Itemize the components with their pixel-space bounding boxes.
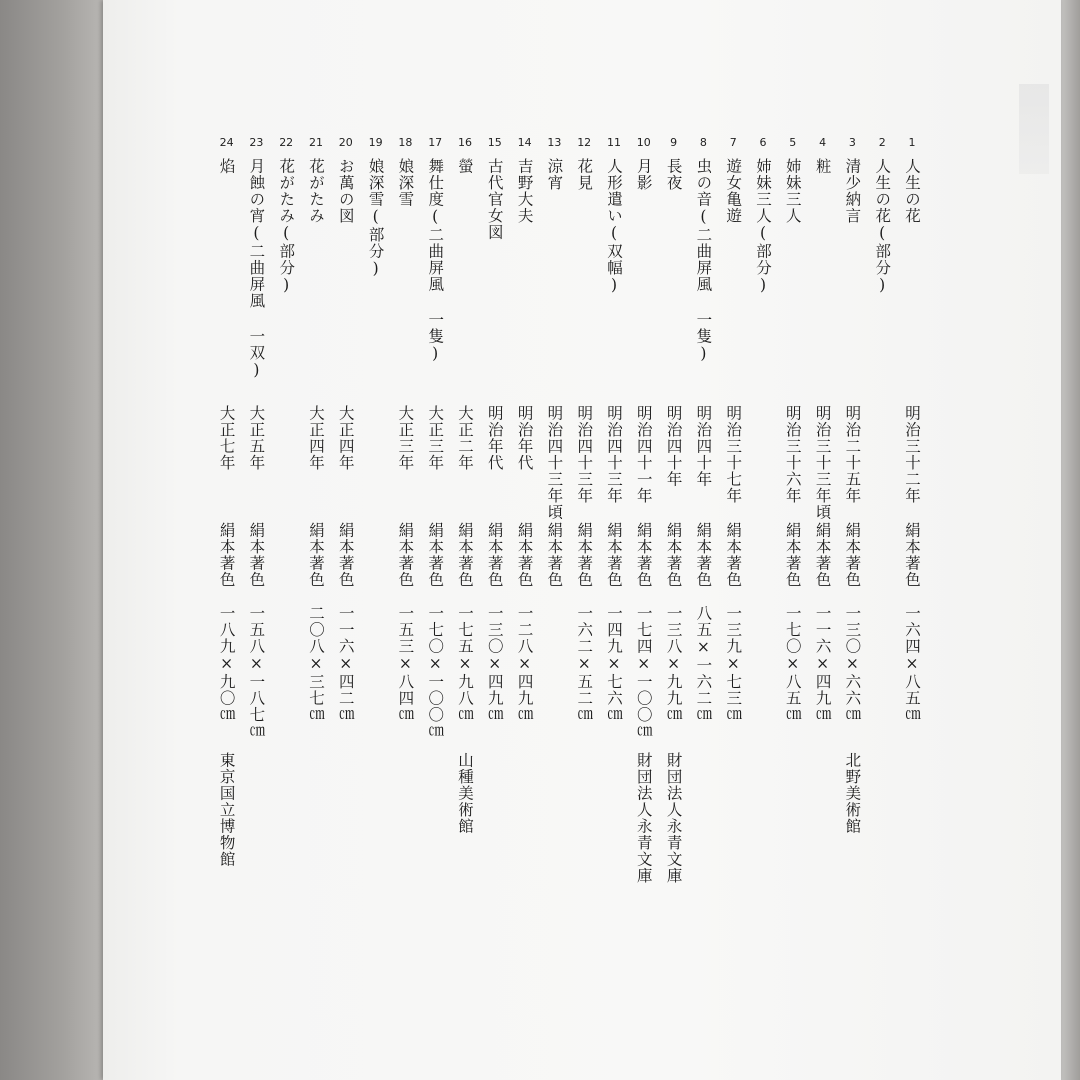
- plate-entry: [629, 0, 659, 1080]
- plate-number: 11: [607, 136, 621, 149]
- plate-title: 吉野大夫: [515, 158, 534, 224]
- plate-medium: 絹本著色: [456, 522, 474, 588]
- plate-size: 一六四×八五㎝: [903, 605, 921, 723]
- plate-title: 遊女亀遊: [724, 158, 743, 224]
- plate-entry: [390, 0, 420, 1080]
- plate-number: 10: [636, 136, 651, 149]
- plate-number: 14: [517, 136, 532, 149]
- plate-title: 月蝕の宵(二曲屏風 一双): [247, 158, 266, 380]
- plate-medium: 絹本著色: [694, 522, 713, 588]
- plate-size: 八五×一六二㎝: [694, 605, 713, 723]
- plate-number: 7: [729, 136, 737, 149]
- plate-title: 涼宵: [545, 158, 564, 191]
- plate-date: 明治四十年: [664, 405, 683, 488]
- plate-number: 16: [458, 136, 472, 149]
- plate-date: 明治二十五年: [843, 405, 862, 504]
- plate-number: 17: [428, 136, 443, 149]
- plate-number: 5: [789, 136, 797, 149]
- plate-title: 花がたみ(部分): [277, 158, 296, 295]
- plate-entry: [212, 0, 242, 1080]
- plate-number: 13: [547, 136, 562, 149]
- plate-entry: [778, 0, 808, 1080]
- plate-size: 二〇八×三七㎝: [307, 605, 325, 723]
- plate-number: 20: [338, 136, 353, 149]
- plate-size: 一七〇×八五㎝: [783, 605, 802, 723]
- plate-size: 一五八×一八七㎝: [247, 605, 266, 740]
- plate-medium: 絹本著色: [843, 522, 862, 588]
- plate-entry: [569, 0, 599, 1080]
- plate-date: 大正五年: [247, 405, 266, 471]
- plate-size: 一六二×五二㎝: [575, 605, 594, 723]
- plate-title: 舞仕度(二曲屏風 一隻): [426, 158, 445, 364]
- plate-date: 明治三十三年頃: [813, 405, 832, 521]
- plate-medium: 絹本著色: [605, 522, 623, 588]
- plate-entry: [867, 0, 897, 1080]
- plate-title: 螢: [456, 158, 474, 175]
- plate-number: 8: [699, 136, 707, 149]
- plate-size: 一三〇×六六㎝: [843, 605, 862, 723]
- plate-entry: [241, 0, 271, 1080]
- plate-entry: [480, 0, 510, 1080]
- plate-number: 4: [819, 136, 827, 149]
- plate-date: 明治三十七年: [724, 405, 743, 504]
- plate-number: 2: [878, 136, 886, 149]
- plate-entry: [897, 0, 927, 1080]
- plate-entry: [599, 0, 629, 1080]
- plate-title: お萬の図: [336, 158, 355, 224]
- plate-entry: [808, 0, 838, 1080]
- plate-date: 大正三年: [426, 405, 445, 471]
- plate-number: 21: [309, 136, 323, 149]
- plate-entry: [361, 0, 391, 1080]
- plate-owner: 東京国立博物館: [217, 752, 236, 868]
- plate-medium: 絹本著色: [724, 522, 743, 588]
- faded-heading: [1019, 84, 1049, 174]
- plate-size: 一三〇×四九㎝: [485, 605, 504, 723]
- plate-entry: [539, 0, 569, 1080]
- plate-number: 18: [398, 136, 413, 149]
- plate-size: 一七四×一〇〇㎝: [634, 605, 653, 740]
- plate-medium: 絹本著色: [426, 522, 445, 588]
- plate-title: 人生の花(部分): [873, 158, 892, 295]
- plate-medium: 絹本著色: [247, 522, 266, 588]
- plate-number: 24: [219, 136, 234, 149]
- plate-medium: 絹本著色: [813, 522, 832, 588]
- plate-size: 一七五×九八㎝: [456, 605, 474, 723]
- plate-date: 明治四十三年: [575, 405, 594, 504]
- plate-number: 15: [487, 136, 502, 149]
- page-edge-right: [1058, 0, 1080, 1080]
- plate-medium: 絹本著色: [515, 522, 534, 588]
- plate-medium: 絹本著色: [336, 522, 355, 588]
- plate-medium: 絹本著色: [634, 522, 653, 588]
- plate-title: 花がたみ: [307, 158, 325, 224]
- plate-number: 6: [759, 136, 767, 149]
- plate-number: 19: [368, 136, 383, 149]
- plate-size: 一一六×四九㎝: [813, 605, 832, 723]
- plate-medium: 絹本著色: [396, 522, 415, 588]
- plate-entry: [301, 0, 331, 1080]
- plate-entry: [420, 0, 450, 1080]
- plate-number: 12: [577, 136, 592, 149]
- plate-title: 長夜: [664, 158, 683, 191]
- plate-number: 22: [279, 136, 294, 149]
- plate-owner: 財団法人永青文庫: [664, 752, 683, 884]
- plate-title: 姉妹三人: [783, 158, 802, 224]
- plate-date: 大正四年: [307, 405, 325, 471]
- plate-owner: 北野美術館: [843, 752, 862, 835]
- plate-title: 花見: [575, 158, 594, 191]
- plate-title: 姉妹三人(部分): [754, 158, 772, 295]
- plate-date: 明治年代: [485, 405, 504, 471]
- plate-title: 清少納言: [843, 158, 862, 224]
- plate-title: 月影: [634, 158, 653, 191]
- plate-number: 1: [908, 136, 916, 149]
- book-spine-left: [0, 0, 105, 1080]
- plate-medium: 絹本著色: [664, 522, 683, 588]
- plate-date: 大正七年: [217, 405, 236, 471]
- plate-title: 粧: [813, 158, 832, 175]
- plate-size: 一三八×九九㎝: [664, 605, 683, 723]
- plate-size: 一八九×九〇㎝: [217, 605, 236, 723]
- catalog-page: [103, 0, 1061, 1080]
- plate-title: 娘深雪: [396, 158, 415, 208]
- plate-date: 明治三十二年: [903, 405, 921, 504]
- plate-number: 3: [848, 136, 856, 149]
- plate-date: 大正四年: [336, 405, 355, 471]
- plate-size: 一四九×七六㎝: [605, 605, 623, 723]
- plate-title: 娘深雪(部分): [366, 158, 385, 279]
- plate-medium: 絹本著色: [217, 522, 236, 588]
- plate-size: 一七〇×一〇〇㎝: [426, 605, 445, 740]
- plate-medium: 絹本著色: [575, 522, 594, 588]
- plate-entry: [718, 0, 748, 1080]
- plate-size: 一五三×八四㎝: [396, 605, 415, 723]
- plate-date: 明治四十一年: [634, 405, 653, 504]
- plate-entry: [688, 0, 718, 1080]
- plate-title: 人形遣い(双幅): [605, 158, 623, 295]
- plate-title: 人生の花: [903, 158, 921, 224]
- plate-title: 虫の音(二曲屏風 一隻): [694, 158, 713, 364]
- plate-owner: 山種美術館: [456, 752, 474, 835]
- plate-medium: 絹本著色: [485, 522, 504, 588]
- plate-entry: [837, 0, 867, 1080]
- plate-number: 23: [249, 136, 264, 149]
- plate-date: 大正二年: [456, 405, 474, 471]
- plate-date: 明治三十六年: [783, 405, 802, 504]
- plate-date: 明治年代: [515, 405, 534, 471]
- plate-date: 大正三年: [396, 405, 415, 471]
- plate-size: 一一六×四二㎝: [336, 605, 355, 723]
- plate-entry: [331, 0, 361, 1080]
- plate-owner: 財団法人永青文庫: [634, 752, 653, 884]
- plate-entry: [659, 0, 689, 1080]
- plate-entry: [271, 0, 301, 1080]
- plate-size: 一二八×四九㎝: [515, 605, 534, 723]
- plate-entry: [510, 0, 540, 1080]
- plate-entry: [748, 0, 778, 1080]
- plate-medium: 絹本著色: [903, 522, 921, 588]
- plate-medium: 絹本著色: [545, 522, 564, 588]
- plate-date: 明治四十年: [694, 405, 713, 488]
- plate-medium: 絹本著色: [307, 522, 325, 588]
- plate-title: 古代官女図: [485, 158, 504, 241]
- plate-size: 一三九×七三㎝: [724, 605, 743, 723]
- plate-entry: [450, 0, 480, 1080]
- plate-date: 明治四十三年頃: [545, 405, 564, 521]
- plate-medium: 絹本著色: [783, 522, 802, 588]
- plate-title: 焰: [217, 158, 236, 175]
- plate-date: 明治四十三年: [605, 405, 623, 504]
- plate-number: 9: [670, 136, 678, 149]
